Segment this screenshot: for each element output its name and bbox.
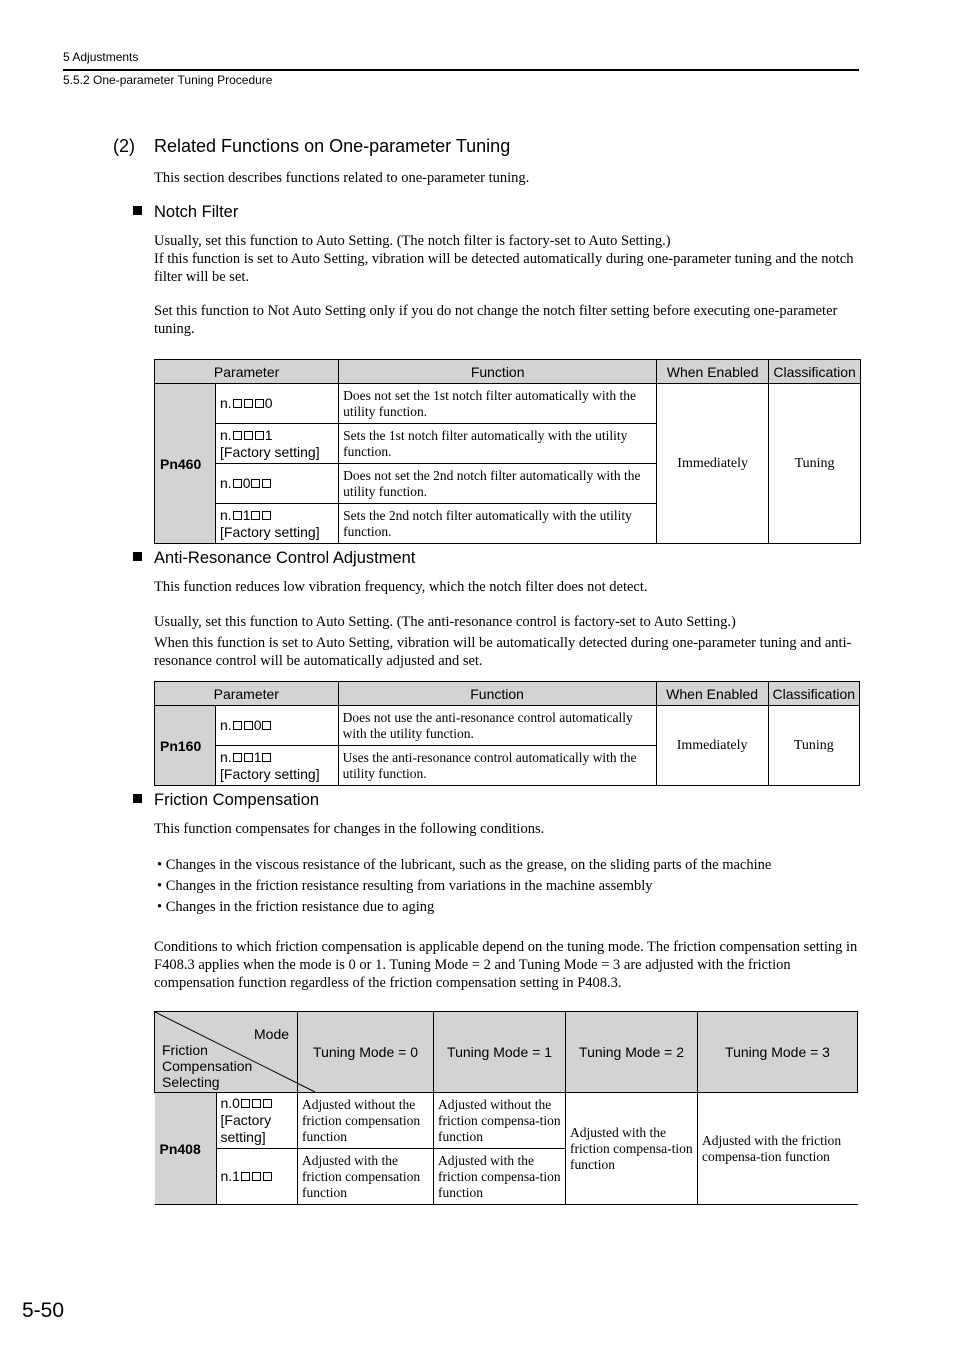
intro-text: This section describes functions related to one-parameter tuning. [154, 170, 530, 186]
mode0-cell: Adjusted with the friction compensation function [298, 1149, 434, 1205]
section-heading [113, 136, 510, 157]
square-bullet-icon [133, 206, 142, 215]
antires-title: Anti-Resonance Control Adjustment [154, 549, 416, 567]
table-row [155, 706, 860, 746]
col-mode-2: Tuning Mode = 2 [566, 1012, 698, 1093]
notch-paragraph-1 [154, 232, 860, 286]
chapter-header: 5 Adjustments [63, 50, 139, 64]
corner-selecting-label: Friction Compensation Selecting [162, 1042, 253, 1090]
function-cell: Sets the 2nd notch filter automatically with the utility function. [339, 504, 657, 544]
col-when-enabled: When Enabled [657, 360, 769, 384]
col-function: Function [338, 682, 656, 706]
square-bullet-icon [133, 794, 142, 803]
col-mode-0: Tuning Mode = 0 [298, 1012, 434, 1093]
notch-table [154, 359, 861, 544]
heading-title: Related Functions on One-parameter Tuning [154, 136, 511, 156]
antires-heading [133, 549, 415, 568]
friction-heading [133, 791, 319, 810]
list-item: • Changes in the friction resistance due to aging [157, 899, 435, 915]
mode2-cell: Adjusted with the friction compensa-tion function [566, 1093, 698, 1205]
function-cell: Sets the 1st notch filter automatically with the utility function. [339, 424, 657, 464]
friction-table [154, 1011, 858, 1205]
friction-p1: This function compensates for changes in the following conditions. [154, 821, 545, 837]
col-parameter: Parameter [155, 360, 339, 384]
setting-cell: n. 0 [216, 464, 339, 504]
classification-cell: Tuning [768, 706, 859, 786]
corner-header [155, 1012, 298, 1093]
antires-table [154, 681, 860, 786]
friction-title: Friction Compensation [154, 791, 320, 809]
param-pn408: Pn408 [155, 1093, 217, 1205]
col-mode-1: Tuning Mode = 1 [434, 1012, 566, 1093]
setting-cell: n. 1 [Factory setting] [216, 424, 339, 464]
setting-cell: n.1 [216, 1149, 298, 1205]
mode3-cell: Adjusted with the friction compensa-tion function [698, 1093, 858, 1205]
notch-heading [133, 203, 238, 222]
function-cell: Does not set the 1st notch filter automatically with the utility function. [339, 384, 657, 424]
section-header: 5.5.2 One-parameter Tuning Procedure [63, 73, 273, 87]
col-when-enabled: When Enabled [656, 682, 768, 706]
mode1-cell: Adjusted without the friction compensa-tion function [434, 1093, 566, 1149]
col-classification: Classification [768, 682, 859, 706]
table-row [155, 384, 861, 424]
list-item: • Changes in the viscous resistance of the lubricant, such as the grease, on the sliding parts of the machine [157, 857, 772, 873]
setting-cell: n. 0 [216, 384, 339, 424]
mode1-cell: Adjusted with the friction compensa-tion function [434, 1149, 566, 1205]
setting-cell: n. 0 [216, 706, 339, 746]
function-cell: Uses the anti-resonance control automatically with the utility function. [338, 746, 656, 786]
when-enabled-cell: Immediately [657, 384, 769, 544]
classification-cell: Tuning [769, 384, 861, 544]
setting-cell: n. 1 [Factory setting] [216, 504, 339, 544]
notch-p1: Usually, set this function to Auto Setting. (The notch filter is factory-set to Auto Setting.) [154, 233, 671, 249]
antires-p3: When this function is set to Auto Setting, vibration will be automatically detected during one-parameter tuning and anti-resonance control will be automatically adjusted and set. [154, 635, 852, 669]
setting-cell: n. 1 [Factory setting] [216, 746, 339, 786]
antires-p1: This function reduces low vibration frequency, which the notch filter does not detect. [154, 579, 648, 595]
when-enabled-cell: Immediately [656, 706, 768, 786]
function-cell: Does not set the 2nd notch filter automatically with the utility function. [339, 464, 657, 504]
param-pn160: Pn160 [155, 706, 216, 786]
col-classification: Classification [769, 360, 861, 384]
mode0-cell: Adjusted without the friction compensation function [298, 1093, 434, 1149]
page-number: 5-50 [22, 1299, 65, 1322]
square-bullet-icon [133, 552, 142, 561]
notch-title: Notch Filter [154, 203, 239, 221]
table-row [155, 1093, 858, 1149]
setting-cell: n.0 [Factory setting] [216, 1093, 298, 1149]
friction-bullets [157, 855, 771, 918]
col-parameter: Parameter [155, 682, 339, 706]
heading-number: (2) [113, 136, 135, 156]
corner-mode-label: Mode [254, 1026, 290, 1042]
notch-p2: If this function is set to Auto Setting, vibration will be detected automatically during one-parameter tuning and the notch filter will be set. [154, 251, 854, 285]
param-pn460: Pn460 [155, 384, 216, 544]
friction-p2: Conditions to which friction compensation is applicable depend on the tuning mode. The friction compensation setting in F408.3 applies when the mode is 0 or 1. Tuning Mode = 2 and Tuning Mode = 3 are adjusted with the friction compensation function regardless of the friction compensation setting in P408.3. [154, 939, 858, 991]
header-rule [63, 69, 859, 71]
col-function: Function [339, 360, 657, 384]
list-item: • Changes in the friction resistance resulting from variations in the machine assembly [157, 878, 653, 894]
antires-p2: Usually, set this function to Auto Setting. (The anti-resonance control is factory-set to Auto Setting.) [154, 614, 736, 630]
col-mode-3: Tuning Mode = 3 [698, 1012, 858, 1093]
notch-p3: Set this function to Not Auto Setting only if you do not change the notch filter setting before executing one-parameter tuning. [154, 303, 838, 337]
function-cell: Does not use the anti-resonance control automatically with the utility function. [338, 706, 656, 746]
